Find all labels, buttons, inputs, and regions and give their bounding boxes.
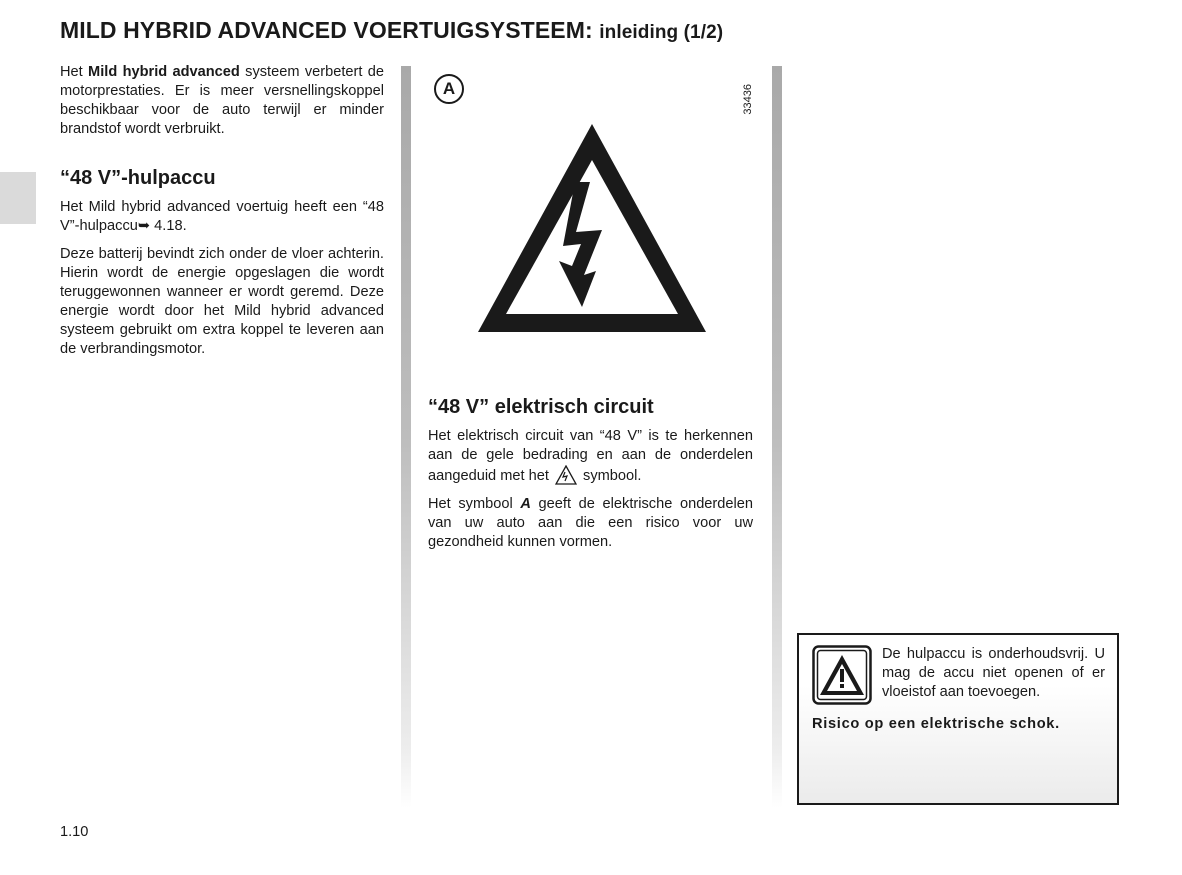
high-voltage-symbol-icon <box>555 465 577 485</box>
warning-text: De hulpaccu is onderhoudsvrij. U mag de accu niet openen of er vloeistof aan toevoegen. <box>882 646 1105 700</box>
page-reference: 4.18. <box>150 218 187 234</box>
intro-paragraph <box>60 63 384 139</box>
circuit-paragraph-2 <box>428 495 753 552</box>
column-divider-right <box>772 66 782 808</box>
warning-box <box>797 633 1119 805</box>
battery-text: Het Mild hybrid advanced voertuig heeft een “48 V”-hulpaccu <box>60 199 384 234</box>
symbol-text-start: Het symbool <box>428 496 521 512</box>
left-column <box>60 63 384 368</box>
page-number: 1.10 <box>60 824 89 840</box>
high-voltage-warning-icon <box>474 120 710 336</box>
circuit-text: Het elektrisch circuit van “48 V” is te herkennen aan de gele bedrading en aan de onderdelen aangeduid met het <box>428 428 753 484</box>
battery-paragraph-2: Deze batterij bevindt zich onder de vloer achterin. Hierin wordt de energie opgeslagen die wordt teruggewonnen wanneer er wordt geremd. Deze energie wordt door het Mild hybrid advanced systeem gebruikt om extra koppel te leveren aan de verbrandingsmotor. <box>60 246 384 357</box>
intro-system-name: Mild hybrid advanced <box>88 64 240 80</box>
page-title-sub: inleiding (1/2) <box>599 22 724 43</box>
page-title <box>60 17 723 44</box>
warning-risk: Risico op een elektrische schok. <box>812 716 1060 732</box>
symbol-text-end: geeft de elektrische onderdelen van uw auto aan die een risico voor uw gezondheid kunnen vormen. <box>428 496 753 550</box>
page-title-main: MILD HYBRID ADVANCED VOERTUIGSYSTEEM: <box>60 17 593 43</box>
battery-paragraph-1 <box>60 198 384 236</box>
circuit-heading: “48 V” elektrisch circuit <box>428 396 654 418</box>
figure-label: A <box>434 74 464 104</box>
circuit-paragraph-1 <box>428 427 753 486</box>
intro-text-end: systeem verbetert de motorprestaties. Er is meer versnellingskoppel beschikbaar voor de auto terwijl er minder brandstof wordt verbruikt. <box>60 64 384 137</box>
middle-column <box>428 396 753 561</box>
symbol-reference: A <box>520 496 531 512</box>
caution-triangle-icon <box>812 645 872 705</box>
battery-heading: “48 V”-hulpaccu <box>60 167 216 189</box>
circuit-text-end: symbool. <box>583 468 642 484</box>
column-divider-left <box>401 66 411 808</box>
section-tab <box>0 172 36 224</box>
intro-text-start: Het <box>60 64 89 80</box>
figure-number: 33436 <box>742 84 754 115</box>
page-ref-arrow-icon: ➥ <box>137 218 151 234</box>
